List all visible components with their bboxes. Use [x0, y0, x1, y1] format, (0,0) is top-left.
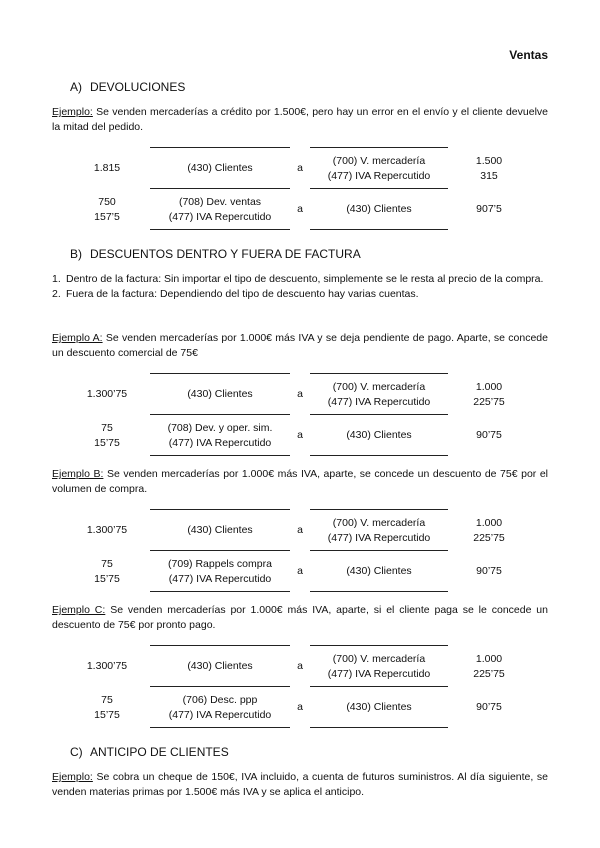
- entry-rule-line: [310, 686, 448, 687]
- entry-separator: [290, 202, 310, 217]
- entry-rule-line: [310, 373, 448, 374]
- list-item: [52, 272, 548, 287]
- entry-rule-line: [310, 455, 448, 456]
- example-a-label: Ejemplo A:: [52, 332, 103, 344]
- debit-amount-line: 15’75: [94, 572, 120, 585]
- credit-amount-line: 1.500: [475, 154, 503, 167]
- debit-amount-line: 75: [101, 557, 113, 570]
- debit-account: [150, 523, 290, 538]
- discount-types-list: [52, 272, 548, 302]
- credit-account: [310, 564, 448, 579]
- section-a-title: DEVOLUCIONES: [90, 80, 186, 94]
- entry-rule-line: [150, 550, 290, 551]
- entry-rule-line: [150, 727, 290, 728]
- debit-account: [150, 421, 290, 451]
- credit-account-line: (700) V. mercadería: [332, 380, 426, 393]
- example-a-paragraph: [52, 331, 548, 361]
- section-c-example: [52, 770, 548, 800]
- debit-account-line: (477) IVA Repercutido: [168, 436, 272, 449]
- debit-account: [150, 557, 290, 587]
- entry-separator-line: a: [297, 162, 303, 174]
- debit-amount: [62, 659, 152, 674]
- entry-rule-line: [310, 229, 448, 230]
- journal-entry: [52, 645, 548, 727]
- debit-amount: [62, 421, 152, 451]
- example-b-label: Ejemplo B:: [52, 468, 104, 480]
- debit-amount-line: 1.300’75: [86, 388, 128, 400]
- debit-account: [150, 195, 290, 225]
- entry-rule-line: [150, 229, 290, 230]
- entry-rule-line: [310, 645, 448, 646]
- debit-amount-line: 1.815: [93, 162, 121, 174]
- list-item: [52, 287, 548, 302]
- entry-separator-line: a: [297, 524, 303, 536]
- credit-account: [310, 202, 448, 217]
- credit-amount-line: 225’75: [473, 667, 505, 680]
- credit-account: [310, 516, 448, 546]
- entry-rule-line: [150, 686, 290, 687]
- debit-amount: [62, 557, 152, 587]
- section-a-number: A): [70, 80, 82, 94]
- entry-rule-line: [150, 414, 290, 415]
- journal-entry: [52, 373, 548, 455]
- section-c-heading: [70, 745, 229, 759]
- example-c-text: Se venden mercaderías por 1.000€ más IVA, aparte, si el cliente paga se le concede un descuento de 75€ por pronto pago.: [52, 604, 548, 631]
- credit-amount-line: 225’75: [473, 531, 505, 544]
- credit-account-line: (430) Clientes: [346, 565, 412, 577]
- entry-rule-line: [150, 645, 290, 646]
- credit-account: [310, 652, 448, 682]
- debit-account-line: (708) Dev. ventas: [178, 195, 262, 208]
- example-text: Se venden mercaderías a crédito por 1.500€, pero hay un error en el envío y el cliente devuelve la mitad del pedido.: [52, 106, 548, 133]
- example-label: Ejemplo:: [52, 106, 93, 118]
- debit-amount-line: 750: [98, 195, 116, 208]
- entry-rule-line: [150, 509, 290, 510]
- credit-amount: [448, 380, 530, 410]
- entry-separator-line: a: [297, 660, 303, 672]
- entry-separator: [290, 523, 310, 538]
- entry-rule-line: [150, 373, 290, 374]
- page-title: Ventas: [509, 48, 548, 62]
- credit-account-line: (477) IVA Repercutido: [327, 395, 431, 408]
- debit-account-line: (430) Clientes: [187, 524, 253, 536]
- section-a-heading: [70, 80, 185, 94]
- journal-entry: [52, 509, 548, 591]
- debit-amount-line: 1.300’75: [86, 524, 128, 536]
- section-c-title: ANTICIPO DE CLIENTES: [90, 745, 229, 759]
- example-text: Se cobra un cheque de 150€, IVA incluido, a cuenta de futuros suministros. Al día siguiente, se venden materias primas por 1.500€ más IVA y se aplica el anticipo.: [52, 771, 548, 798]
- credit-account-line: (700) V. mercadería: [332, 154, 426, 167]
- entry-separator-line: a: [297, 701, 303, 713]
- example-b-text: Se venden mercaderías por 1.000€ más IVA, aparte, se concede un descuento de 75€ por el volumen de compra.: [52, 468, 549, 495]
- list-item-text: Dentro de la factura: Sin importar el tipo de descuento, simplemente se le resta al precio de la compra.: [66, 273, 544, 285]
- credit-amount-line: 907’5: [476, 203, 502, 215]
- credit-account-line: (477) IVA Repercutido: [327, 667, 431, 680]
- debit-amount-line: 1.300’75: [86, 660, 128, 672]
- entry-rule-line: [310, 591, 448, 592]
- credit-amount: [448, 516, 530, 546]
- credit-amount: [448, 428, 530, 443]
- entry-separator: [290, 700, 310, 715]
- credit-amount: [448, 652, 530, 682]
- example-a-text: Se venden mercaderías por 1.000€ más IVA y se deja pendiente de pago. Aparte, se concede un descuento comercial de 75€: [52, 332, 548, 359]
- entry-rule-line: [310, 414, 448, 415]
- credit-amount: [448, 202, 530, 217]
- section-b-heading: [70, 247, 361, 261]
- journal-entry: [52, 147, 548, 229]
- entry-rule-line: [310, 550, 448, 551]
- debit-account-line: (430) Clientes: [187, 162, 253, 174]
- credit-account-line: (700) V. mercadería: [332, 516, 426, 529]
- debit-amount: [62, 195, 152, 225]
- debit-account: [150, 693, 290, 723]
- entry-rule-line: [310, 188, 448, 189]
- entry-rule-line: [150, 455, 290, 456]
- credit-amount-line: 1.000: [475, 380, 503, 393]
- credit-amount: [448, 564, 530, 579]
- example-label: Ejemplo:: [52, 771, 93, 783]
- debit-account-line: (477) IVA Repercutido: [168, 708, 272, 721]
- debit-amount-line: 15’75: [94, 436, 120, 449]
- credit-account: [310, 380, 448, 410]
- example-b-paragraph: [52, 467, 548, 497]
- credit-amount-line: 315: [480, 169, 498, 182]
- credit-account: [310, 154, 448, 184]
- section-b-number: B): [70, 247, 82, 261]
- entry-rule-line: [150, 188, 290, 189]
- credit-amount-line: 90’75: [476, 429, 502, 441]
- credit-account-line: (477) IVA Repercutido: [327, 531, 431, 544]
- debit-amount: [62, 161, 152, 176]
- entry-separator-line: a: [297, 203, 303, 215]
- credit-account-line: (700) V. mercadería: [332, 652, 426, 665]
- list-item-number: 2.: [52, 288, 61, 300]
- debit-account-line: (430) Clientes: [187, 660, 253, 672]
- debit-amount-line: 157’5: [94, 210, 120, 223]
- debit-account-line: (708) Dev. y oper. sim.: [167, 421, 273, 434]
- list-item-text: Fuera de la factura: Dependiendo del tipo de descuento hay varias cuentas.: [66, 288, 419, 300]
- credit-account-line: (430) Clientes: [346, 701, 412, 713]
- debit-account-line: (477) IVA Repercutido: [168, 210, 272, 223]
- debit-account: [150, 387, 290, 402]
- debit-amount-line: 75: [101, 693, 113, 706]
- entry-rule-line: [310, 509, 448, 510]
- section-a-example: [52, 105, 548, 135]
- section-b-title: DESCUENTOS DENTRO Y FUERA DE FACTURA: [90, 247, 361, 261]
- entry-separator: [290, 564, 310, 579]
- entry-rule-line: [150, 147, 290, 148]
- debit-amount: [62, 523, 152, 538]
- credit-account-line: (430) Clientes: [346, 429, 412, 441]
- debit-account-line: (706) Desc. ppp: [182, 693, 258, 706]
- credit-account: [310, 700, 448, 715]
- entry-rule-line: [310, 727, 448, 728]
- list-item-number: 1.: [52, 273, 61, 285]
- credit-account-line: (477) IVA Repercutido: [327, 169, 431, 182]
- credit-amount-line: 1.000: [475, 652, 503, 665]
- example-c-label: Ejemplo C:: [52, 604, 106, 616]
- credit-account-line: (430) Clientes: [346, 203, 412, 215]
- debit-account-line: (477) IVA Repercutido: [168, 572, 272, 585]
- entry-separator-line: a: [297, 429, 303, 441]
- entry-separator: [290, 428, 310, 443]
- debit-account: [150, 659, 290, 674]
- debit-amount: [62, 693, 152, 723]
- entry-rule-line: [150, 591, 290, 592]
- credit-amount-line: 90’75: [476, 701, 502, 713]
- debit-account: [150, 161, 290, 176]
- debit-amount-line: 15’75: [94, 708, 120, 721]
- credit-amount-line: 1.000: [475, 516, 503, 529]
- credit-amount: [448, 700, 530, 715]
- debit-account-line: (430) Clientes: [187, 388, 253, 400]
- debit-amount: [62, 387, 152, 402]
- example-c-paragraph: [52, 603, 548, 633]
- entry-separator: [290, 161, 310, 176]
- credit-amount-line: 225’75: [473, 395, 505, 408]
- entry-rule-line: [310, 147, 448, 148]
- credit-amount: [448, 154, 530, 184]
- credit-account: [310, 428, 448, 443]
- entry-separator: [290, 387, 310, 402]
- entry-separator-line: a: [297, 565, 303, 577]
- entry-separator-line: a: [297, 388, 303, 400]
- debit-amount-line: 75: [101, 421, 113, 434]
- section-c-number: C): [70, 745, 83, 759]
- debit-account-line: (709) Rappels compra: [168, 557, 272, 570]
- entry-separator: [290, 659, 310, 674]
- credit-amount-line: 90’75: [476, 565, 502, 577]
